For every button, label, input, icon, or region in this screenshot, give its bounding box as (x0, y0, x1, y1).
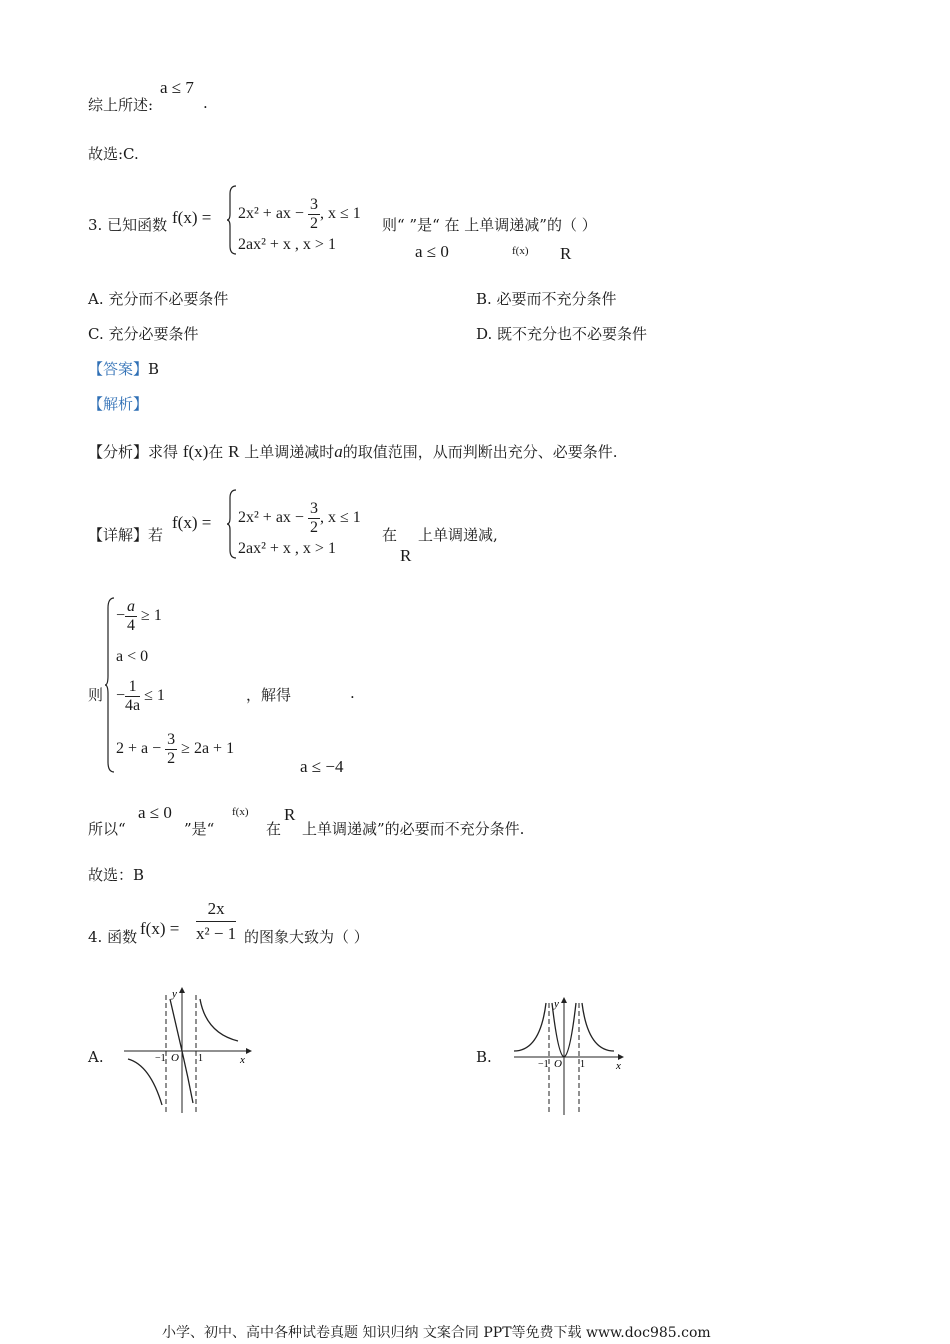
graph-a (120, 985, 260, 1115)
graph-b-tick-neg: −1 (538, 1059, 549, 1070)
graph-a-x-arrow-icon (246, 1048, 252, 1054)
q3-mid-text: 则“ ”是“ 在 上单调递减”的（ ） (382, 216, 597, 234)
answer-value: B (148, 360, 160, 378)
detail-text-1: 若 (148, 526, 164, 544)
answer-tag: 【答案】 (88, 360, 149, 378)
fenxi-text-4: 的取值范围，从而判断出充分、必要条件. (342, 443, 618, 461)
analysis-tag: 【解析】 (88, 395, 149, 413)
graph-b-y-arrow-icon (561, 997, 567, 1003)
detail-piece1-frac (308, 500, 320, 536)
q3-piece2: 2ax² + x , x > 1 (238, 236, 336, 253)
graph-a-origin: O (171, 1052, 179, 1064)
q3-cond-r: R (560, 244, 572, 263)
graph-a-y-arrow-icon (179, 987, 185, 993)
solve-end: . (350, 684, 355, 702)
fenxi-func: f(x) (182, 442, 209, 461)
fenxi-line (88, 441, 618, 462)
detail-brace-icon (226, 488, 238, 560)
sys1-rel: ≥ 1 (141, 606, 162, 624)
q4-tail: 的图象大致为（ ） (244, 928, 369, 946)
summary-label: 综上所述: (88, 96, 154, 114)
fenxi-tag: 【分析】 (88, 443, 149, 461)
sys1-minus: − (116, 606, 126, 624)
graph-b-branch-right (582, 1003, 614, 1051)
choice-b-line: 故选：B (88, 866, 145, 884)
option-b: B. 必要而不充分条件 (476, 290, 617, 308)
graph-b-y-label: y (554, 998, 559, 1010)
detail-text-3: 上单调递减, (418, 526, 498, 544)
detail-piece1 (238, 500, 361, 536)
graph-b-branch-left (514, 1003, 546, 1051)
concl-text-1: 所以“ (88, 820, 126, 838)
q3-piece1-cond: , x ≤ 1 (319, 204, 361, 222)
graph-a-branch-left (128, 1059, 162, 1105)
sys3-minus: − (116, 686, 126, 704)
graph-b-x-label: x (616, 1060, 621, 1072)
q4-den: x² − 1 (196, 924, 237, 943)
concl-a: a ≤ 0 (138, 803, 172, 822)
fenxi-text-1: 求得 (148, 443, 179, 461)
concl-text-2: ”是“ (184, 820, 215, 838)
q4-fraction (196, 899, 236, 944)
graph-b-tick-pos: 1 (580, 1059, 585, 1070)
detail-piece1-den: 2 (309, 518, 318, 536)
q4-func: f(x) = (140, 919, 180, 938)
q3-func-name: f(x) = (172, 208, 212, 227)
q4-option-a-label: A. (88, 1048, 104, 1066)
solve-result: a ≤ −4 (300, 757, 344, 776)
concl-r: R (284, 805, 296, 824)
q4-stem: 4. 函数 (88, 928, 138, 946)
sys4-num: 3 (167, 731, 176, 748)
detail-r: R (400, 546, 412, 565)
q3-piece1-frac (308, 196, 320, 232)
system-line-1 (116, 598, 162, 634)
detail-text-2: 在 (382, 526, 398, 544)
detail-piece1-num: 3 (309, 500, 318, 517)
q3-piece1-num: 3 (309, 196, 318, 213)
sys3-num: 1 (125, 678, 140, 697)
fenxi-a: a (334, 442, 343, 461)
q3-piece1-den: 2 (309, 214, 318, 232)
fenxi-text-3: 上单调递减时 (244, 443, 335, 461)
sys3-rel: ≤ 1 (144, 686, 165, 704)
option-a: A. 充分而不必要条件 (88, 290, 229, 308)
q3-stem: 3. 已知函数 (88, 216, 168, 234)
graph-b-origin: O (554, 1058, 562, 1070)
concl-text-3: 在 (266, 820, 282, 838)
graph-a-x-label: x (240, 1054, 245, 1066)
sys1-den: 4 (127, 616, 136, 634)
option-d: D. 既不充分也不必要条件 (476, 325, 648, 343)
graph-a-tick-neg: −1 (155, 1053, 166, 1064)
sys4-rel: ≥ 2a + 1 (181, 739, 235, 757)
q3-brace-icon (226, 184, 238, 256)
q3-cond-f: f(x) (512, 245, 529, 257)
detail-piece1-expr: 2x² + ax − (238, 508, 308, 526)
answer-line (88, 358, 159, 379)
q3-piece1 (238, 196, 361, 232)
graph-a-y-label: y (172, 988, 177, 1000)
sys3-den: 4a (125, 696, 141, 714)
q4-option-b-label: B. (476, 1048, 492, 1066)
system-line-3 (116, 678, 165, 714)
graph-b (510, 995, 630, 1117)
concl-text-4: 上单调递减”的必要而不充分条件. (302, 820, 525, 838)
detail-func-name: f(x) = (172, 513, 212, 532)
system-line-4 (116, 731, 234, 767)
detail-lead (88, 524, 163, 545)
fenxi-r: R (228, 442, 240, 461)
q3-cond-a: a ≤ 0 (415, 242, 449, 261)
detail-piece2: 2ax² + x , x > 1 (238, 540, 336, 557)
fenxi-text-2: 在 (208, 443, 224, 461)
detail-piece1-cond: , x ≤ 1 (319, 508, 361, 526)
sys4-left: 2 + a − (116, 739, 162, 757)
detail-tag: 【详解】 (88, 526, 149, 544)
graph-a-branch-right (200, 999, 238, 1041)
concl-f: f(x) (232, 806, 249, 818)
system-line-2: a < 0 (116, 648, 149, 665)
sys4-den: 2 (167, 749, 176, 767)
page-footer: 小学、初中、高中各种试卷真题 知识归纳 文案合同 PPT等免费下载 www.doc985.com (162, 1325, 711, 1341)
summary-end: . (203, 94, 208, 112)
q4-num: 2x (196, 899, 236, 922)
system-prefix: 则 (88, 686, 104, 704)
choice-c-line: 故选:C. (88, 145, 139, 163)
system-brace-icon (104, 596, 116, 774)
solve-text: ，解得 (246, 686, 292, 704)
graph-a-tick-pos: 1 (198, 1053, 203, 1064)
summary-result: a ≤ 7 (160, 78, 194, 97)
q3-piece1-expr: 2x² + ax − (238, 204, 308, 222)
option-c: C. 充分必要条件 (88, 325, 199, 343)
sys1-num: a (127, 598, 136, 615)
